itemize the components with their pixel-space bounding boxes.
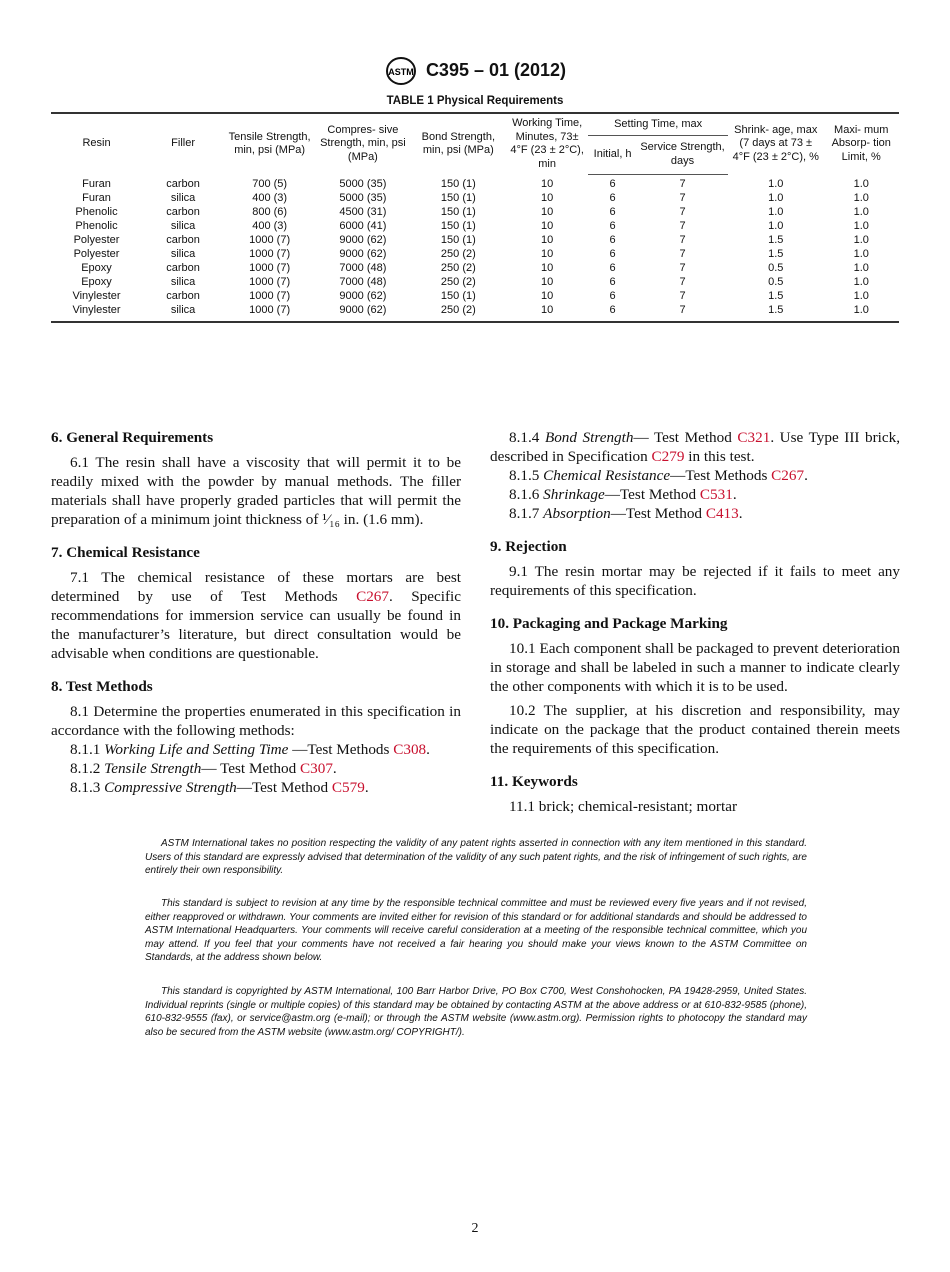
table-cell: 5000 (35) (339, 191, 387, 204)
table-cell: 6 (609, 191, 616, 204)
col-header: Compres- sive Strength, min, psi (MPa) (320, 123, 406, 163)
table-cell: 6 (609, 205, 616, 218)
table-cell: 1.0 (768, 219, 784, 232)
table-cell: 9000 (62) (339, 233, 387, 246)
table-cell: 1.0 (768, 205, 784, 218)
table-cell: 150 (1) (440, 177, 476, 190)
section-heading: 8. Test Methods (51, 678, 153, 695)
text: —Test Method (604, 486, 700, 503)
table-cell: 7 (679, 177, 686, 190)
item-8-1-6 (490, 485, 900, 504)
table-cell: 7000 (48) (339, 261, 387, 274)
table-row (51, 276, 899, 290)
table-cell: 9000 (62) (339, 247, 387, 260)
table-row (51, 192, 899, 206)
item-8-1-2 (51, 759, 461, 778)
text: — Test Method (201, 760, 300, 777)
table-cell: carbon (166, 205, 200, 218)
table-cell: 10 (541, 275, 554, 288)
physical-requirements-table (51, 112, 899, 323)
num: 8.1.7 (509, 505, 540, 522)
patent-notice (145, 837, 807, 878)
section-8-cont (490, 428, 900, 523)
link-c413[interactable]: C413 (705, 505, 739, 522)
item-8-1-5 (490, 466, 900, 485)
table-cell: 6 (609, 275, 616, 288)
term: Compressive Strength (104, 779, 237, 796)
table-cell: 0.5 (768, 261, 784, 274)
link-c267[interactable]: C267 (771, 467, 805, 484)
col-header: Filler (171, 137, 195, 150)
table-cell: 10 (541, 191, 554, 204)
table-cell: 1.0 (853, 205, 869, 218)
text: . Specific recommendations for immersion service can usually be found in the manufacturer’s literature, but direct consultation would be advisable when conditions are questionable. (51, 588, 461, 662)
text: . Use Type III brick, described in Specification (490, 429, 901, 465)
item-8-1-3 (51, 778, 461, 797)
table-cell: 6 (609, 233, 616, 246)
table-row (51, 220, 899, 234)
table-cell: silica (170, 191, 196, 204)
table-cell: Epoxy (81, 275, 112, 288)
table-cell: Polyester (73, 247, 120, 260)
table-cell: 150 (1) (440, 191, 476, 204)
table-cell: 7 (679, 247, 686, 260)
table-cell: 10 (541, 289, 554, 302)
document-header (0, 56, 950, 86)
table-cell: 1.0 (853, 233, 869, 246)
table-cell: 7 (679, 233, 686, 246)
table-cell: 6 (609, 247, 616, 260)
table-cell: 10 (541, 177, 554, 190)
link-c307[interactable]: C307 (300, 760, 333, 777)
table-cell: 150 (1) (440, 233, 476, 246)
table-cell: 7 (679, 191, 686, 204)
text: . (732, 486, 737, 503)
paragraph-9-1: 9.1 The resin mortar may be rejected if it fails to meet any requirements of this specification. (490, 563, 900, 599)
group-header-setting-time: Setting Time, max (588, 113, 728, 136)
table-cell: 10 (541, 261, 554, 274)
table-cell: 1.0 (853, 289, 869, 302)
table-cell: 1000 (7) (249, 275, 291, 288)
col-header: Resin (82, 137, 111, 150)
note-text: ASTM International takes no position respecting the validity of any patent rights asserted in connection with any item mentioned in this standard. Users of this standard are expressly advised that determination of the validity of any such patent rights, and the risk of infringement of such rights, are entirely their own responsibility. (145, 838, 807, 877)
term: Shrinkage (543, 486, 605, 503)
table-cell: 1.0 (853, 177, 869, 190)
table-cell: silica (170, 275, 196, 288)
table-cell: 6 (609, 303, 616, 316)
table-cell: 9000 (62) (339, 303, 387, 316)
table-cell: 7 (679, 219, 686, 232)
col-header: Service Strength, days (637, 136, 728, 174)
link-c579[interactable]: C579 (331, 779, 365, 796)
table-cell: 1.5 (768, 303, 784, 316)
table-cell: Furan (82, 177, 111, 190)
revision-notice (145, 897, 807, 965)
term: Absorption (543, 505, 611, 522)
table-cell: 1000 (7) (249, 233, 291, 246)
col-header: Tensile Strength, min, psi (MPa) (228, 130, 311, 156)
text: . (738, 505, 743, 522)
table-cell: 1.5 (768, 233, 784, 246)
section-8 (51, 677, 461, 797)
right-column (490, 428, 900, 830)
table-cell: Vinylester (72, 289, 121, 302)
section-9 (490, 537, 900, 600)
num: 8.1.5 (509, 467, 540, 484)
table-row (51, 206, 899, 220)
link-c267[interactable]: C267 (356, 588, 389, 605)
table-cell: silica (170, 247, 196, 260)
note-text: This standard is copyrighted by ASTM International, 100 Barr Harbor Drive, PO Box C700, West Conshohocken, PA 19428-2959, United States. Individual reprints (single or multiple copies) of this standard may be obtained by contacting ASTM at the above address or at 610-832-9585 (phone), 610-832-9555 (fax), or service@astm.org (e-mail); or through the ASTM website (www.astm.org). Permission rights to photocopy the standard may also be secured from the ASTM website (www.astm.org/ COPYRIGHT/). (145, 986, 807, 1038)
section-heading: 10. Packaging and Package Marking (490, 615, 728, 632)
section-heading: 9. Rejection (490, 538, 567, 555)
paragraph-11-1: 11.1 brick; chemical-resistant; mortar (509, 798, 738, 815)
table-cell: Phenolic (75, 219, 118, 232)
table-cell: 150 (1) (440, 205, 476, 218)
table-cell: Vinylester (72, 303, 121, 316)
table-cell: carbon (166, 289, 200, 302)
table-cell: 1.0 (853, 219, 869, 232)
section-11 (490, 772, 900, 816)
term: Chemical Resistance (543, 467, 671, 484)
col-header: Bond Strength, min, psi (MPa) (421, 130, 496, 156)
table-cell: Furan (82, 191, 111, 204)
col-header: Working Time, Minutes, 73± 4°F (23 ± 2°C), min (510, 117, 584, 170)
table-cell: 5000 (35) (339, 177, 387, 190)
table-cell: 6 (609, 177, 616, 190)
num: 8.1.6 (509, 486, 540, 503)
table-row (51, 174, 899, 192)
svg-text:ASTM: ASTM (388, 67, 414, 77)
link-c308[interactable]: C308 (393, 741, 427, 758)
num: 8.1.2 (70, 760, 101, 777)
left-column (51, 428, 461, 811)
copyright-notice (145, 985, 807, 1039)
text: —Test Methods (670, 467, 772, 484)
table-caption: TABLE 1 Physical Requirements (386, 95, 564, 107)
text: in this test. (684, 448, 755, 465)
table-cell: 1.0 (853, 247, 869, 260)
term: Tensile Strength (104, 760, 202, 777)
table-cell: 1000 (7) (249, 303, 291, 316)
table-cell: 0.5 (768, 275, 784, 288)
table-row (51, 262, 899, 276)
item-8-1-4 (490, 428, 900, 466)
page-number: 2 (471, 1221, 479, 1236)
table-cell: 800 (6) (252, 205, 288, 218)
link-c531[interactable]: C531 (699, 486, 733, 503)
table-cell: 7 (679, 289, 686, 302)
table-cell: 1000 (7) (249, 289, 291, 302)
table-cell: 10 (541, 219, 554, 232)
table-cell: 1.0 (768, 191, 784, 204)
table-cell: Phenolic (75, 205, 118, 218)
section-heading: 6. General Requirements (51, 429, 214, 446)
table-cell: Polyester (73, 233, 120, 246)
table-cell: 6 (609, 219, 616, 232)
astm-logo-icon (384, 56, 418, 86)
table-cell: 400 (3) (252, 219, 288, 232)
table-cell: 4500 (31) (339, 205, 387, 218)
section-7 (51, 543, 461, 663)
text: . (426, 741, 430, 758)
num: 8.1.1 (70, 741, 101, 758)
paragraph-7-1 (51, 568, 461, 663)
table-cell: 1.0 (853, 303, 869, 316)
table-cell: carbon (166, 177, 200, 190)
section-6 (51, 428, 461, 529)
paragraph-6-1: 6.1 The resin shall have a viscosity that will permit it to be readily mixed with the powder by manual methods. The filler materials shall have properly graded particles that will permit the preparation of a minimum joint thickness of ¹⁄₁₆ in. (1.6 mm). (51, 454, 461, 528)
paragraph-10-1: 10.1 Each component shall be packaged to prevent deterioration in storage and shall be labeled in such a manner to indicate clearly the other components with which it is to be used. (490, 640, 900, 695)
table-cell: 10 (541, 247, 554, 260)
item-8-1-1 (51, 740, 461, 759)
table-cell: 150 (1) (440, 219, 476, 232)
table-cell: 1.5 (768, 247, 784, 260)
col-header: Initial, h (588, 136, 637, 174)
table-cell: 1.0 (853, 275, 869, 288)
table-row (51, 234, 899, 248)
table-cell: 250 (2) (440, 275, 476, 288)
link-c321[interactable]: C321 (737, 429, 771, 446)
table-cell: 1000 (7) (249, 247, 291, 260)
table-cell: 1.0 (768, 177, 784, 190)
col-header: Shrink- age, max (7 days at 73 ± 4°F (23 ± 2°C), % (732, 123, 819, 163)
section-heading: 7. Chemical Resistance (51, 544, 200, 561)
table-cell: silica (170, 219, 196, 232)
table-cell: 7 (679, 303, 686, 316)
table-row (51, 304, 899, 322)
text: —Test Method (236, 779, 332, 796)
text: . (364, 779, 369, 796)
table-cell: silica (170, 303, 196, 316)
table-cell: 10 (541, 205, 554, 218)
designation: C395 – 01 (2012) (425, 59, 567, 80)
section-heading: 11. Keywords (490, 773, 578, 790)
col-header: Maxi- mum Absorp- tion Limit, % (831, 123, 891, 163)
paragraph-8-1: 8.1 Determine the properties enumerated in this specification in accordance with the following methods: (51, 703, 461, 739)
paragraph-10-2: 10.2 The supplier, at his discretion and responsibility, may indicate on the package that the product contained therein meets the requirements of this specification. (490, 702, 900, 757)
table-cell: 10 (541, 233, 554, 246)
text: 7.1 The chemical resistance of these mortars are best determined by use of Test Methods (51, 569, 461, 605)
table-cell: Epoxy (81, 261, 112, 274)
table-cell: 7 (679, 275, 686, 288)
table-cell: 400 (3) (252, 191, 288, 204)
table-cell: 10 (541, 303, 554, 316)
table-cell: 1.5 (768, 289, 784, 302)
num: 8.1.3 (70, 779, 101, 796)
table-cell: carbon (166, 261, 200, 274)
table-cell: 9000 (62) (339, 289, 387, 302)
table-cell: 250 (2) (440, 261, 476, 274)
text: . (332, 760, 337, 777)
table-cell: 1000 (7) (249, 261, 291, 274)
link-c279[interactable]: C279 (651, 448, 685, 465)
term: Bond Strength (544, 429, 634, 446)
item-8-1-7 (490, 504, 900, 523)
table-cell: 6000 (41) (339, 219, 387, 232)
table-row (51, 290, 899, 304)
term: Working Life and Setting Time (104, 741, 289, 758)
table-cell: 250 (2) (440, 303, 476, 316)
table-cell: 250 (2) (440, 247, 476, 260)
table-cell: 1.0 (853, 261, 869, 274)
table-cell: 6 (609, 261, 616, 274)
table-row (51, 248, 899, 262)
num: 8.1.4 (509, 429, 540, 446)
table-cell: 7 (679, 261, 686, 274)
table-cell: 7000 (48) (339, 275, 387, 288)
text: — Test Method (633, 429, 738, 446)
note-text: This standard is subject to revision at any time by the responsible technical committee and must be reviewed every five years and if not revised, either reapproved or withdrawn. Your comments are invited either for revision of this standard or for additional standards and should be addressed to ASTM International Headquarters. Your comments will receive careful consideration at a meeting of the responsible technical committee, which you may attend. If you feel that your comments have not received a fair hearing you should make your views known to the ASTM Committee on Standards, at the address shown below. (145, 898, 807, 964)
table-cell: 150 (1) (440, 289, 476, 302)
text: —Test Method (610, 505, 706, 522)
table-cell: carbon (166, 233, 200, 246)
table-cell: 7 (679, 205, 686, 218)
text: —Test Methods (288, 741, 394, 758)
text: . (804, 467, 808, 484)
section-10 (490, 614, 900, 758)
table-cell: 1.0 (853, 191, 869, 204)
table-cell: 6 (609, 289, 616, 302)
table-cell: 700 (5) (252, 177, 288, 190)
